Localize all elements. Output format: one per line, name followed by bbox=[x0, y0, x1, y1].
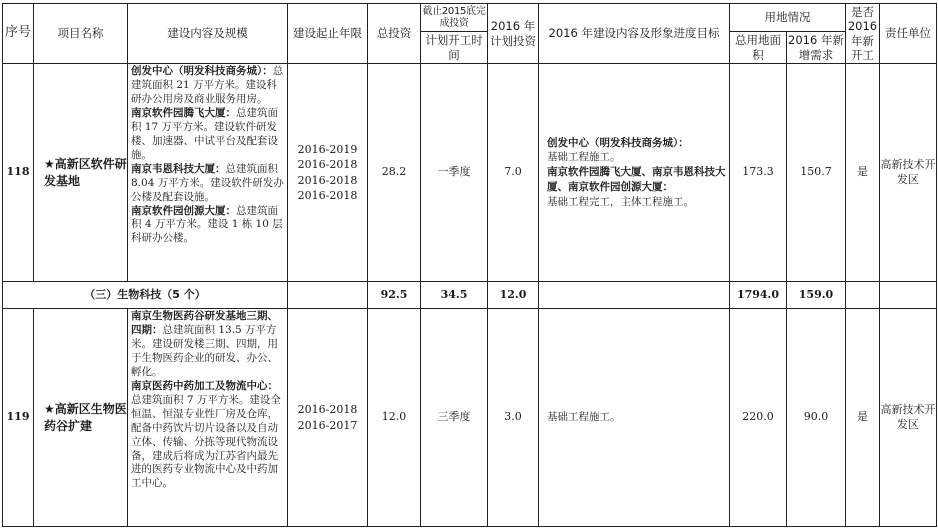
header-land-total: 总用地面积 bbox=[730, 32, 787, 64]
row-period bbox=[288, 309, 368, 527]
header-unit: 责任单位 bbox=[880, 4, 937, 64]
content-item-title: 创发中心（明发科技商务城）： bbox=[131, 65, 273, 77]
content-item-text: 总建筑面积 8.04 万平方米。建设软件研发办公楼及配套设施。 bbox=[131, 162, 284, 203]
content-item-text: 总建筑面积 13.5 万平方米。建设研发楼三期、四期，用于生物医药企业的研发、办公、孵化。 bbox=[131, 323, 278, 378]
header-start-time: 计划开工时间 bbox=[421, 32, 488, 64]
row-start-time: 一季度 bbox=[421, 64, 488, 282]
header-total: 总投资 bbox=[368, 4, 421, 64]
content-item-title: 南京软件园创源大厦： bbox=[131, 204, 236, 217]
content-item-title: 南京韦恩科技大厦： bbox=[131, 162, 226, 175]
project-table bbox=[2, 3, 937, 527]
period-year: 2016-2019 bbox=[297, 142, 358, 156]
row-total: 28.2 bbox=[368, 64, 421, 282]
row-land-total: 173.3 bbox=[730, 64, 787, 282]
row-new-start: 是 bbox=[846, 309, 880, 527]
period-year: 2016-2018 bbox=[297, 158, 358, 172]
header-period: 建设起止年限 bbox=[288, 4, 368, 64]
row-new-start: 是 bbox=[846, 64, 880, 282]
row-content bbox=[128, 309, 288, 527]
period-year: 2016-2017 bbox=[297, 418, 358, 432]
row-goal bbox=[539, 64, 730, 282]
content-item-text: 总建筑面积 7 万平方米。建设全恒温、恒湿专业性厂房及仓库，配备中药饮片切片设备以及自动立体、传输、分拣等现代物流设备，建成后将成为江苏省内最先进的医药专业物流中心及中药加工中心。 bbox=[131, 393, 281, 490]
header-goal2016: 2016 年建设内容及形象进度目标 bbox=[539, 4, 730, 64]
subtotal-row bbox=[3, 282, 937, 309]
period-year: 2016-2018 bbox=[297, 403, 358, 417]
header-seq: 序号 bbox=[3, 4, 34, 64]
header-plan2016: 2016 年计划投资 bbox=[488, 4, 539, 64]
row-plan: 7.0 bbox=[488, 64, 539, 282]
row-content bbox=[128, 64, 288, 282]
row-project-name: ★高新区软件研发基地 bbox=[34, 64, 128, 282]
goal-text: 基础工程施工。 bbox=[547, 151, 621, 164]
header-land-new: 2016 年新增需求 bbox=[788, 33, 844, 62]
content-item-text: 总建筑面积 4 万平方米。建设 1 栋 10 层科研办公楼。 bbox=[131, 204, 283, 245]
row-project-name: ★高新区生物医药谷扩建 bbox=[34, 309, 128, 527]
row-land-new: 90.0 bbox=[787, 309, 846, 527]
row-land-new: 150.7 bbox=[787, 64, 846, 282]
row-total: 12.0 bbox=[368, 309, 421, 527]
row-start-time: 三季度 bbox=[421, 309, 488, 527]
subtotal-land-total: 1794.0 bbox=[730, 282, 787, 309]
row-unit: 高新技术开发区 bbox=[880, 64, 937, 282]
content-item-text: 总建筑面积 21 万平方米。建设科研办公用房及商业服务用房。 bbox=[131, 65, 284, 105]
row-seq: 118 bbox=[3, 64, 34, 282]
table-row bbox=[3, 309, 937, 527]
goal-title: 南京软件园腾飞大厦、南京韦恩科技大厦、南京软件园创源大厦： bbox=[547, 166, 726, 193]
subtotal-by2015: 34.5 bbox=[421, 282, 488, 309]
header-by2015: 截止2015底完成投资 bbox=[421, 4, 488, 32]
subtotal-total: 92.5 bbox=[368, 282, 421, 309]
content-item-title: 南京医药中药加工及物流中心： bbox=[131, 379, 278, 392]
content-item-title: 南京软件园腾飞大厦： bbox=[131, 106, 236, 119]
row-unit: 高新技术开发区 bbox=[880, 309, 937, 527]
table-row bbox=[3, 64, 937, 282]
row-period bbox=[288, 64, 368, 282]
header-content-scale: 建设内容及规模 bbox=[128, 4, 288, 64]
subtotal-land-new: 159.0 bbox=[787, 282, 846, 309]
row-seq: 119 bbox=[3, 309, 34, 527]
header-name: 项目名称 bbox=[34, 4, 128, 64]
period-year: 2016-2018 bbox=[297, 188, 358, 202]
goal-text: 基础工程完工，主体工程施工。 bbox=[547, 195, 694, 208]
row-goal: 基础工程施工。 bbox=[539, 309, 730, 527]
header-new-start: 是否2016年新开工 bbox=[846, 4, 880, 64]
subtotal-plan: 12.0 bbox=[488, 282, 539, 309]
subtotal-label: （三）生物科技（5 个） bbox=[3, 282, 288, 309]
row-plan: 3.0 bbox=[488, 309, 539, 527]
content-item-title: 南京生物医药谷研发基地三期、四期： bbox=[131, 310, 278, 336]
row-land-total: 220.0 bbox=[730, 309, 787, 527]
content-item-text: 总建筑面积 17 万平方米。建设软件研发楼、加速器、中试平台及配套设施。 bbox=[131, 106, 278, 161]
header-land: 用地情况 bbox=[730, 4, 846, 32]
period-year: 2016-2018 bbox=[297, 173, 358, 187]
goal-title: 创发中心（明发科技商务城）： bbox=[547, 136, 689, 149]
